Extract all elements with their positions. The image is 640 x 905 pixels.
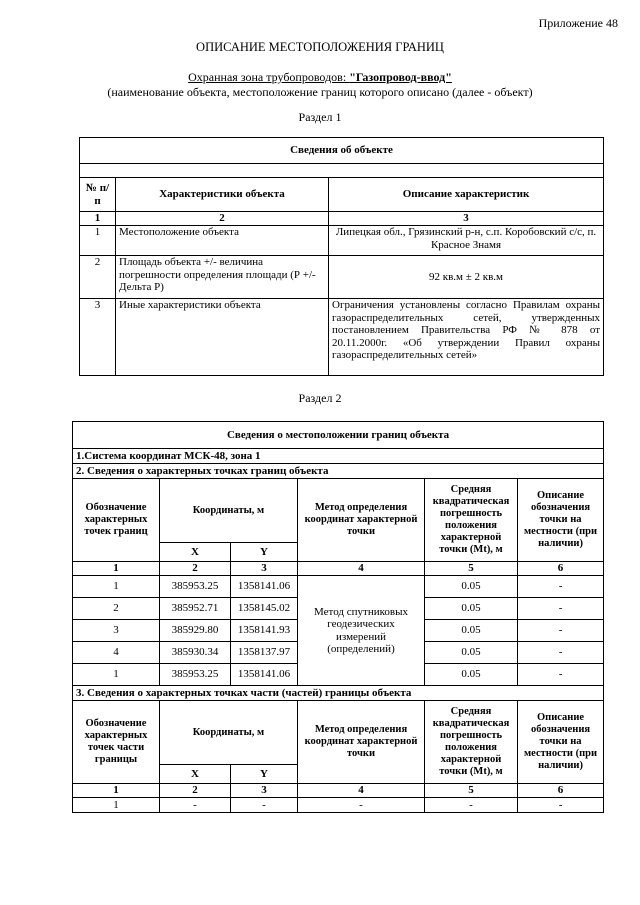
point-y: 1358141.93 [231, 620, 298, 642]
point-mt: 0.05 [425, 598, 518, 620]
table-row [80, 299, 604, 376]
point-desc: - [518, 598, 604, 620]
col-coords: Координаты, м [160, 479, 298, 543]
point-method: Метод спутниковых геодезических измерений (определений) [298, 576, 425, 686]
point-mt: 0.05 [425, 620, 518, 642]
object-note: (наименование объекта, местоположение границ которого описано (далее - объект) [107, 85, 533, 99]
point-desc: - [518, 620, 604, 642]
col-method: Метод определения координат характерной точки [298, 479, 425, 562]
part-id: 1 [73, 798, 160, 813]
table-row [73, 576, 604, 598]
object-info-table [79, 137, 604, 376]
col-points: Обозначение характерных точек границ [73, 479, 160, 562]
table1-title: Сведения об объекте [80, 138, 604, 164]
table1-col-num: № п/п [80, 178, 116, 212]
row-num: 1 [80, 226, 116, 256]
table2-idx: 5 [425, 562, 518, 576]
table2-idx: 6 [518, 562, 604, 576]
point-id: 1 [73, 576, 160, 598]
point-id: 4 [73, 642, 160, 664]
subsection-3: 3. Сведения о характерных точках части (частей) границы объекта [73, 686, 604, 701]
table2-idx: 6 [518, 784, 604, 798]
point-desc: - [518, 576, 604, 598]
table1-idx: 3 [329, 212, 604, 226]
table2-title: Сведения о местоположении границ объекта [73, 422, 604, 449]
point-x: 385953.25 [160, 664, 231, 686]
table1-spacer [80, 164, 604, 178]
point-mt: 0.05 [425, 664, 518, 686]
table2-idx: 3 [231, 784, 298, 798]
point-y: 1358141.06 [231, 664, 298, 686]
table1-col-char: Характеристики объекта [116, 178, 329, 212]
part-x: - [160, 798, 231, 813]
object-title: "Газопровод-ввод" [349, 70, 452, 84]
appendix-number: Приложение 48 [538, 16, 618, 30]
point-id: 2 [73, 598, 160, 620]
object-name [0, 70, 640, 85]
table2-idx: 2 [160, 562, 231, 576]
row-char: Местоположение объекта [116, 226, 329, 256]
table2-idx: 5 [425, 784, 518, 798]
col-y: Y [231, 543, 298, 562]
col-desc: Описание обозначения точки на местности (при наличии) [518, 701, 604, 784]
point-mt: 0.05 [425, 576, 518, 598]
row-desc: Липецкая обл., Грязинский р-н, с.п. Коробовский с/с, п. Красное Знамя [329, 226, 604, 256]
col-x: X [160, 543, 231, 562]
row-desc: 92 кв.м ± 2 кв.м [329, 256, 604, 299]
subsection-2: 2. Сведения о характерных точках границ объекта [73, 464, 604, 479]
col-desc: Описание обозначения точки на местности (при наличии) [518, 479, 604, 562]
table2-idx: 4 [298, 784, 425, 798]
table-row [80, 256, 604, 299]
table2-idx: 3 [231, 562, 298, 576]
row-num: 3 [80, 299, 116, 376]
table1-idx: 2 [116, 212, 329, 226]
point-id: 1 [73, 664, 160, 686]
section-1-heading: Раздел 1 [298, 110, 342, 124]
point-y: 1358145.02 [231, 598, 298, 620]
col-x: X [160, 765, 231, 784]
col-method: Метод определения координат характерной точки [298, 701, 425, 784]
col-y: Y [231, 765, 298, 784]
section-2-heading: Раздел 2 [298, 391, 342, 405]
point-mt: 0.05 [425, 642, 518, 664]
part-desc: - [518, 798, 604, 813]
part-mt: - [425, 798, 518, 813]
point-y: 1358141.06 [231, 576, 298, 598]
table-row [80, 226, 604, 256]
point-id: 3 [73, 620, 160, 642]
table2-idx: 1 [73, 562, 160, 576]
row-char: Иные характеристики объекта [116, 299, 329, 376]
table-row [73, 798, 604, 813]
point-x: 385953.25 [160, 576, 231, 598]
part-method: - [298, 798, 425, 813]
table1-idx: 1 [80, 212, 116, 226]
point-desc: - [518, 642, 604, 664]
row-num: 2 [80, 256, 116, 299]
part-y: - [231, 798, 298, 813]
col-mt: Средняя квадратическая погрешность положения характерной точки (Mt), м [425, 701, 518, 784]
col-points-part: Обозначение характерных точек части границы [73, 701, 160, 784]
page-title: ОПИСАНИЕ МЕСТОПОЛОЖЕНИЯ ГРАНИЦ [196, 40, 444, 54]
row-char: Площадь объекта +/- величина погрешности определения площади (Р +/- Дельта Р) [116, 256, 329, 299]
row-desc: Ограничения установлены согласно Правилам охраны газораспределительных сетей, утвержденных постановлением Правительства РФ № 878 от 20.11.2000г. «Об утверждении Правил охраны газораспределительных сетей» [329, 299, 604, 376]
table2-idx: 1 [73, 784, 160, 798]
point-y: 1358137.97 [231, 642, 298, 664]
coord-system: 1.Система координат МСК-48, зона 1 [73, 449, 604, 464]
object-prefix: Охранная зона трубопроводов: [188, 70, 350, 84]
point-x: 385952.71 [160, 598, 231, 620]
table1-col-desc: Описание характеристик [329, 178, 604, 212]
point-desc: - [518, 664, 604, 686]
col-coords: Координаты, м [160, 701, 298, 765]
point-x: 385930.34 [160, 642, 231, 664]
table2-idx: 2 [160, 784, 231, 798]
col-mt: Средняя квадратическая погрешность положения характерной точки (Mt), м [425, 479, 518, 562]
table2-idx: 4 [298, 562, 425, 576]
boundary-table [72, 421, 604, 813]
point-x: 385929.80 [160, 620, 231, 642]
